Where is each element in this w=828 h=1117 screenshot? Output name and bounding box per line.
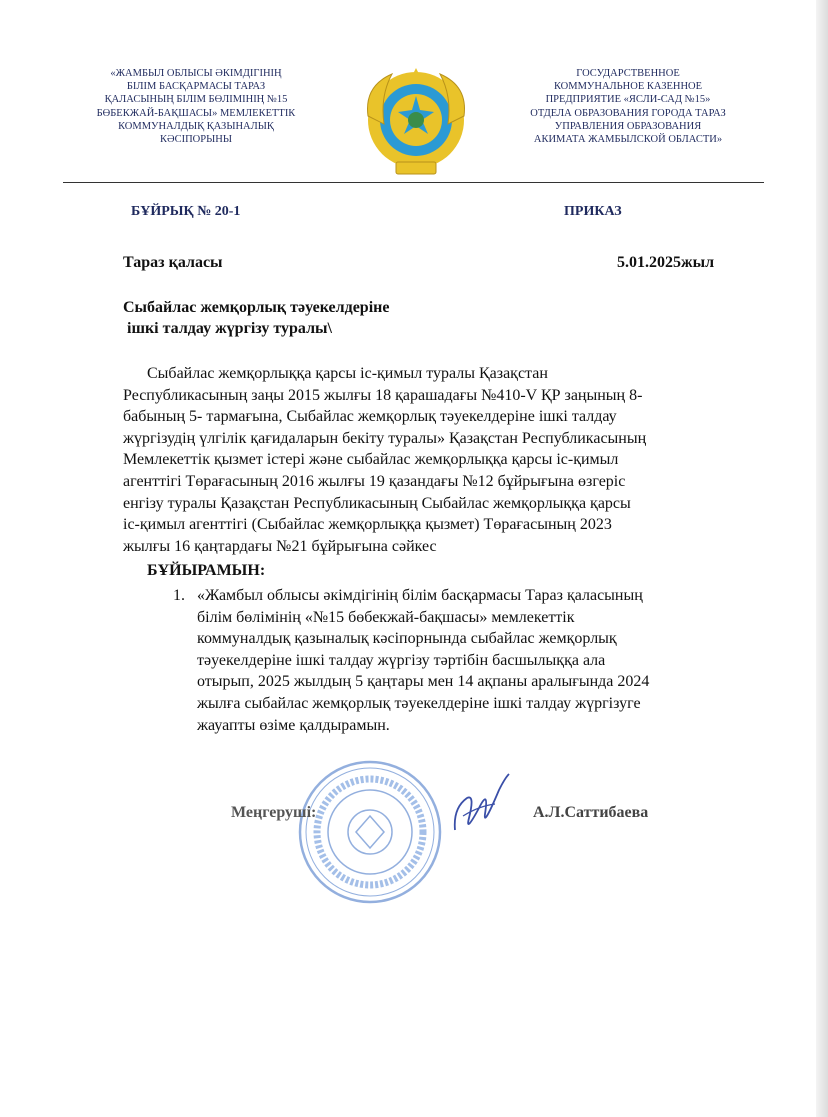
header-left-line: КӘСІПОРЫНЫ [160, 134, 232, 146]
signer-role: Меңгерушi: [231, 804, 317, 821]
document-title [123, 297, 543, 339]
body-line: Республикасының заңы 2015 жылғы 18 қарашадағы №410-V ҚР заңының 8- [123, 386, 643, 404]
body-line: агенттігі Төрағасының 2016 жылғы 19 қазандағы №12 бұйрығына өзгеріс [123, 472, 626, 490]
order-word: БҰЙЫРАМЫН: [147, 562, 266, 579]
header-right-line: УПРАВЛЕНИЯ ОБРАЗОВАНИЯ [554, 120, 702, 132]
page-edge-shadow [816, 0, 828, 1117]
title-line: Сыбайлас жемқорлық тәуекелдеріне [123, 299, 390, 316]
order-label-kz: БҰЙРЫҚ № 20-1 [131, 204, 241, 219]
header-right-ru [498, 67, 758, 146]
body-line: бабының 5- тармағына, Сыбайлас жемқорлық тәуекелдеріне ішкі талдау [123, 408, 617, 426]
item-number: 1. [173, 587, 185, 604]
header-left-line: ҚАЛАСЫНЫҢ БІЛІМ БӨЛІМІНІҢ №15 [104, 94, 288, 106]
body-line: жүргізудің үлгілік қағидаларын бекіту туралы» Қазақстан Республикасының [123, 429, 647, 447]
body-line: Мемлекеттік қызмет істері және сыбайлас жемқорлыққа қарсы іс-қимыл [123, 451, 619, 469]
item-line: жылға сыбайлас жемқорлық тәуекелдеріне ішкі талдау жүргізуге [197, 694, 641, 712]
header-right-line: КОММУНАЛЬНОЕ КАЗЕННОЕ [553, 81, 703, 93]
body-line: Сыбайлас жемқорлыққа қарсы іс-қимыл туралы Қазақстан [147, 365, 548, 382]
item-line: тәуекелдеріне ішкі талдау жүргізу тәртібін басшылыққа ала [197, 651, 606, 669]
item-line: білім бөлімінің «№15 бөбекжай-бақшасы» мемлекеттік [197, 608, 575, 626]
header-right-line: АКИМАТА ЖАМБЫЛСКОЙ ОБЛАСТИ» [533, 134, 723, 146]
header-right-line: ГОСУДАРСТВЕННОЕ [576, 68, 680, 79]
header-right-line: ОТДЕЛА ОБРАЗОВАНИЯ ГОРОДА ТАРАЗ [530, 107, 726, 119]
header-left-line: «ЖАМБЫЛ ОБЛЫСЫ ӘКІМДІГІНІҢ [110, 68, 282, 79]
handwritten-signature-icon [445, 768, 515, 838]
header-left-kz [66, 67, 326, 146]
header-left-line: БІЛІМ БАСҚАРМАСЫ ТАРАЗ [126, 81, 266, 93]
kazakhstan-emblem-icon [362, 66, 470, 178]
date: 5.01.2025жыл [617, 254, 715, 271]
header-left-line: КОММУНАЛДЫҚ ҚАЗЫНАЛЫҚ [118, 120, 274, 132]
signer-name: А.Л.Саттибаева [533, 804, 649, 821]
order-item [173, 585, 753, 736]
item-line: отырып, 2025 жылдың 5 қаңтары мен 14 ақпаны аралығында 2024 [197, 673, 650, 691]
header-divider [63, 182, 764, 183]
header-right-line: ПРЕДПРИЯТИЕ «ЯСЛИ-САД №15» [545, 94, 711, 106]
city: Тараз қаласы [123, 254, 223, 271]
body-line: енгізу туралы Қазақстан Республикасының Сыбайлас жемқорлыққа қарсы [123, 494, 631, 512]
header-left-line: БӨБЕКЖАЙ-БАҚШАСЫ» МЕМЛЕКЕТТІК [96, 107, 296, 119]
item-line: коммуналдық қазыналық кәсіпорнында сыбайлас жемқорлық [197, 630, 617, 648]
item-line: «Жамбыл облысы әкімдігінің білім басқармасы Тараз қаласының [197, 587, 643, 604]
order-label-ru: ПРИКАЗ [564, 204, 622, 219]
title-line: ішкі талдау жүргізу туралы\ [123, 320, 332, 337]
round-seal-stamp-icon [296, 758, 444, 906]
item-line: жауапты өзіме қалдырамын. [197, 716, 390, 734]
body-line: іс-қимыл агенттігі (Сыбайлас жемқорлыққа қызмет) Төрағасының 2023 [123, 516, 612, 534]
body-text [123, 363, 763, 557]
body-line: жылғы 16 қаңтардағы №21 бұйрығына сәйкес [123, 537, 437, 555]
